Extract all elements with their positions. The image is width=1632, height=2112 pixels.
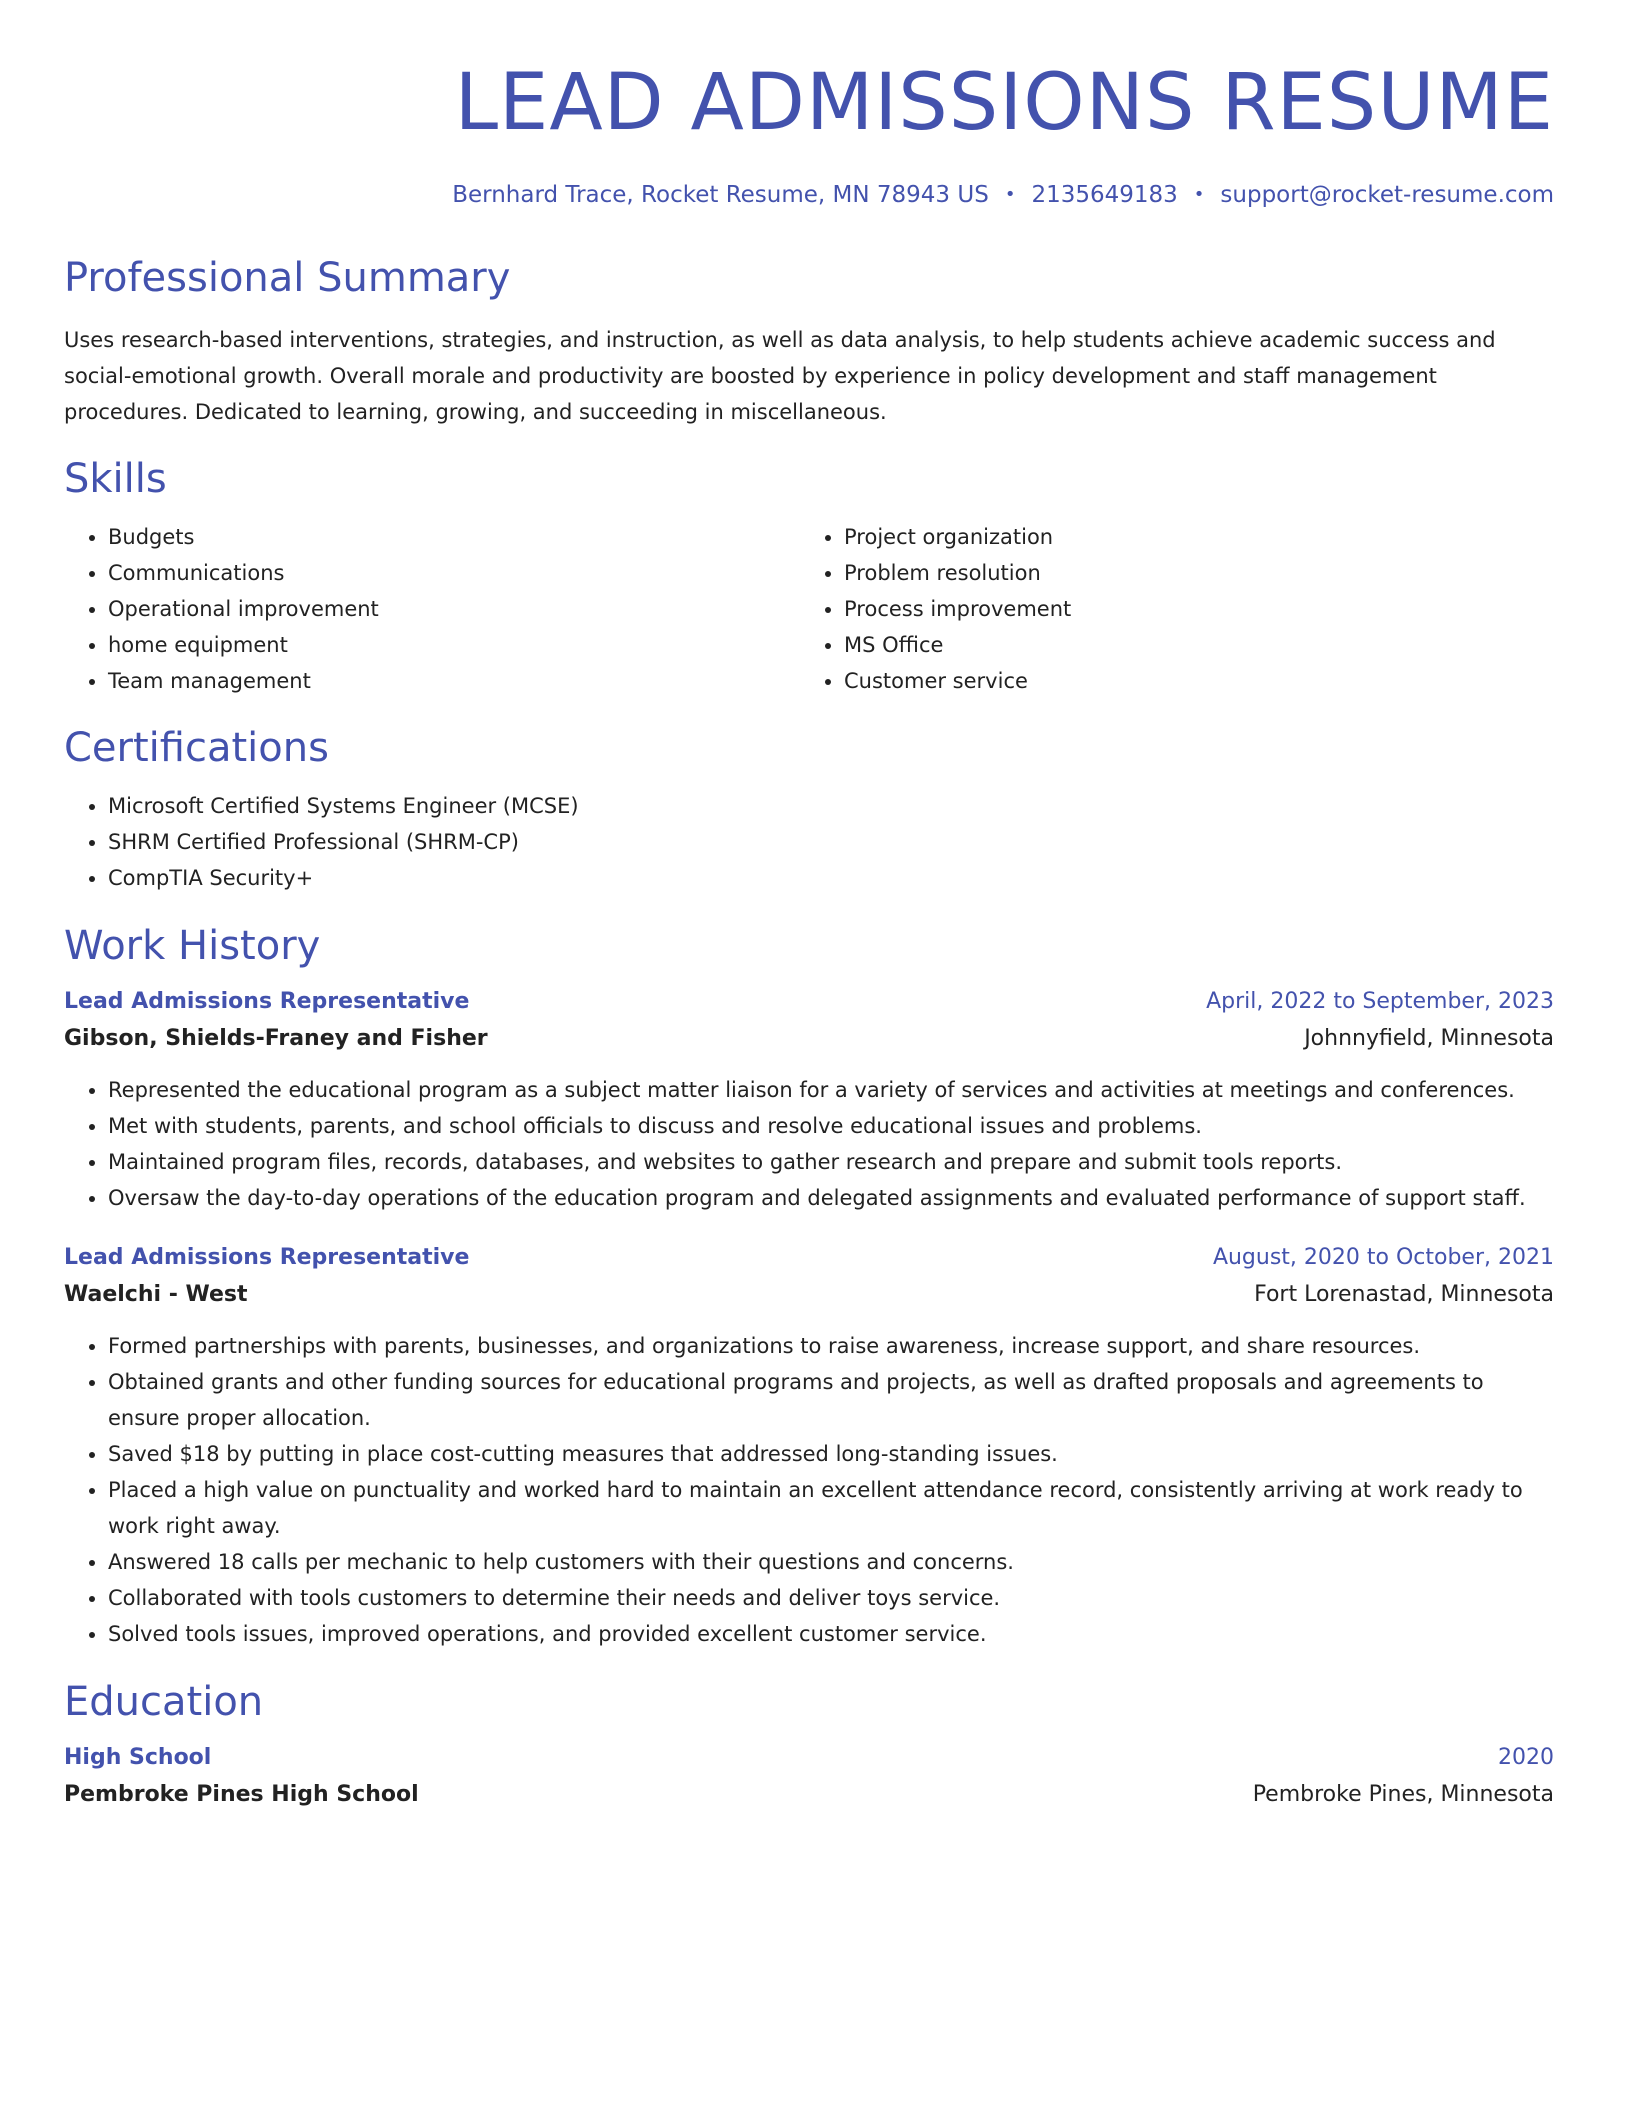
- education-heading: Education: [64, 1679, 264, 1725]
- education-entry: [64, 1740, 1554, 1814]
- certifications-list: [64, 788, 1554, 896]
- education-school: Pembroke Pines High School: [64, 1782, 419, 1807]
- job-bullet: • Obtained grants and other funding sources for educational programs and projects, as well as drafted proposals and agreements to ensure proper allocation.: [108, 1364, 1554, 1436]
- job-bullet: • Saved $18 by putting in place cost-cutting measures that addressed long-standing issues.: [108, 1436, 1554, 1472]
- summary-text: Uses research-based interventions, strategies, and instruction, as well as data analysis, to help students achieve academic success and social-emotional growth. Overall morale and productivity are boosted by experience in policy development and staff management procedures. Dedicated to learning, growing, and succeeding in miscellaneous.: [64, 328, 1496, 424]
- contact-separator: •: [1004, 184, 1016, 205]
- job-bullet: • Placed a high value on punctuality and worked hard to maintain an excellent attendance record, consistently arriving at work ready to work right away.: [108, 1472, 1554, 1544]
- education-year: 2020: [1498, 1745, 1554, 1770]
- contact-phone: 2135649183: [1031, 182, 1178, 208]
- job-bullet: • Represented the educational program as a subject matter liaison for a variety of services and activities at meetings and conferences.: [108, 1072, 1554, 1108]
- skill-item: • Problem resolution: [844, 555, 1536, 591]
- skill-item: • home equipment: [108, 627, 800, 663]
- skill-item: • Team management: [108, 663, 800, 699]
- summary-heading: Professional Summary: [64, 255, 511, 301]
- skill-item: • Budgets: [108, 519, 800, 555]
- job-employer: Gibson, Shields-Franey and Fisher: [64, 1026, 488, 1051]
- job-employer: Waelchi - West: [64, 1282, 248, 1307]
- contact-separator: •: [1193, 184, 1205, 205]
- certification-item: • SHRM Certified Professional (SHRM-CP): [108, 824, 1554, 860]
- job-bullet: • Oversaw the day-to-day operations of the education program and delegated assignments and evaluated performance of support staff.: [108, 1180, 1554, 1216]
- certification-item: • CompTIA Security+: [108, 860, 1554, 896]
- job-dates: August, 2020 to October, 2021: [1212, 1245, 1554, 1270]
- skill-item: • Customer service: [844, 663, 1536, 699]
- contact-line: [64, 180, 1554, 210]
- skill-item: • Project organization: [844, 519, 1536, 555]
- skill-item: • MS Office: [844, 627, 1536, 663]
- job-bullets: [64, 1072, 1554, 1216]
- skills-heading: Skills: [64, 456, 167, 502]
- skill-item: • Operational improvement: [108, 591, 800, 627]
- skills-list: [64, 519, 1554, 699]
- job-bullet: • Met with students, parents, and school officials to discuss and resolve educational issues and problems.: [108, 1108, 1554, 1144]
- resume-page: [64, 0, 1554, 1814]
- education-degree: High School: [64, 1745, 212, 1770]
- job-bullet: • Collaborated with tools customers to determine their needs and deliver toys service.: [108, 1580, 1554, 1616]
- job-bullet: • Answered 18 calls per mechanic to help customers with their questions and concerns.: [108, 1544, 1554, 1580]
- certifications-heading: Certifications: [64, 725, 329, 771]
- work-history-heading: Work History: [64, 923, 321, 969]
- skill-item: • Process improvement: [844, 591, 1536, 627]
- job-location: Johnnyfield, Minnesota: [1304, 1026, 1554, 1051]
- job-bullet: • Solved tools issues, improved operations, and provided excellent customer service.: [108, 1616, 1554, 1652]
- contact-email: support@rocket-resume.com: [1220, 182, 1554, 208]
- job-bullet: • Formed partnerships with parents, businesses, and organizations to raise awareness, increase support, and share resources.: [108, 1328, 1554, 1364]
- skill-item: • Communications: [108, 555, 800, 591]
- job-entry: [64, 1240, 1554, 1652]
- skills-column-left: [64, 519, 800, 699]
- job-title: Lead Admissions Representative: [64, 989, 470, 1014]
- education-location: Pembroke Pines, Minnesota: [1252, 1782, 1554, 1807]
- resume-title: LEAD ADMISSIONS RESUME: [454, 58, 1554, 148]
- job-dates: April, 2022 to September, 2023: [1206, 989, 1554, 1014]
- job-title: Lead Admissions Representative: [64, 1245, 470, 1270]
- skills-column-right: [800, 519, 1536, 699]
- certification-item: • Microsoft Certified Systems Engineer (MCSE): [108, 788, 1554, 824]
- job-bullet: • Maintained program files, records, databases, and websites to gather research and prepare and submit tools reports.: [108, 1144, 1554, 1180]
- job-bullets: [64, 1328, 1554, 1652]
- contact-address: Bernhard Trace, Rocket Resume, MN 78943 US: [452, 182, 989, 208]
- job-entry: [64, 984, 1554, 1216]
- job-location: Fort Lorenastad, Minnesota: [1254, 1282, 1554, 1307]
